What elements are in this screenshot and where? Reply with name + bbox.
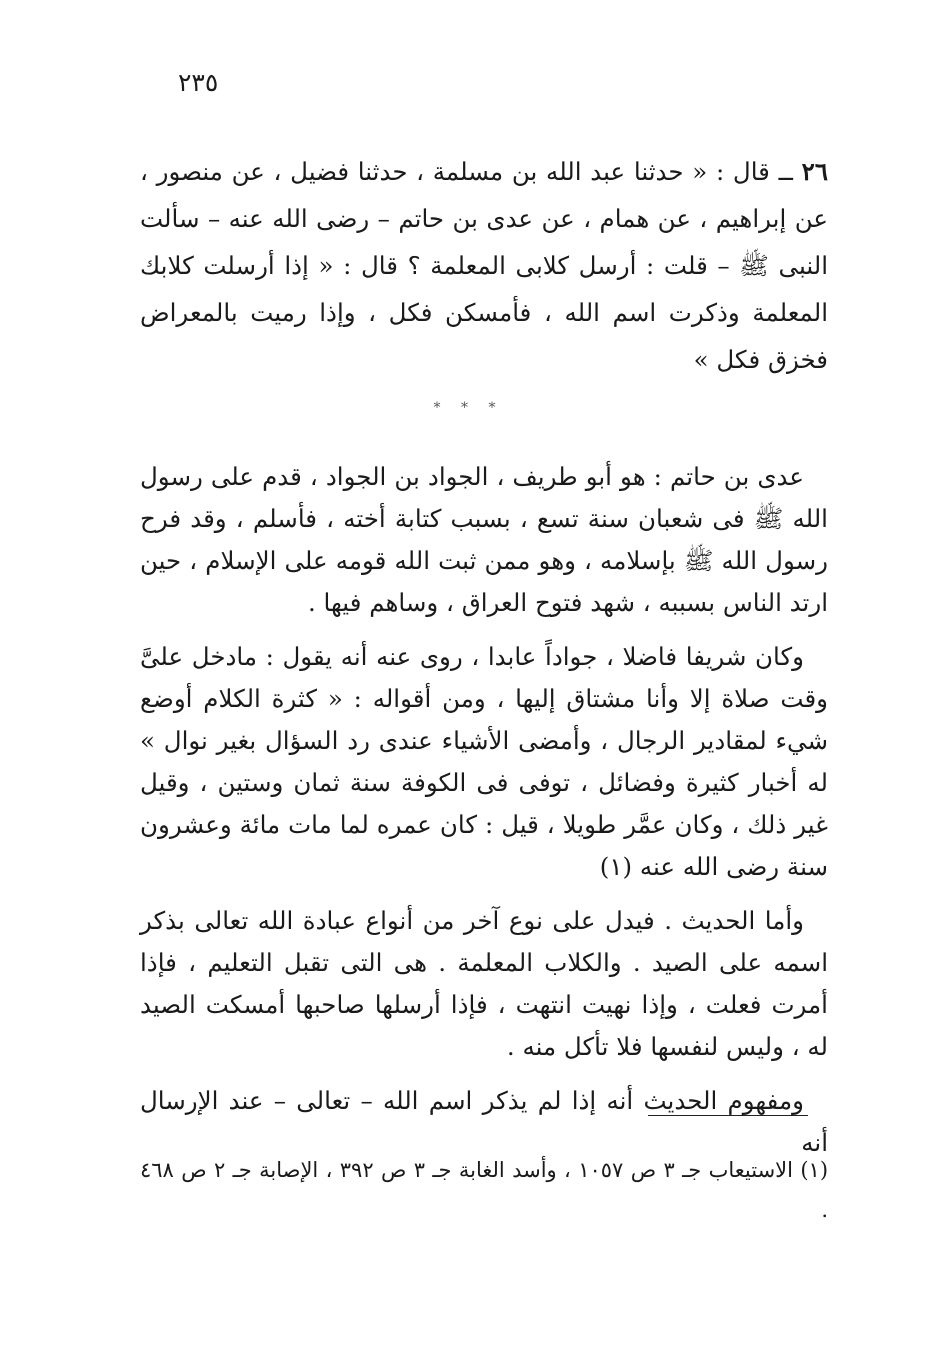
hadith-block xyxy=(140,148,828,383)
commentary-paragraph: وأما الحديث . فيدل على نوع آخر من أنواع عبادة الله تعالى بذكر اسمه على الصيد . والكلاب المعلمة . هى التى تقبل التعليم ، فإذا أمرت فعلت ، وإذا نهيت انتهت ، فإذا أرسلها صاحبها أمسكت الصيد له ، وليس لنفسها فلا تأكل منه . xyxy=(140,906,828,1061)
hadith-text: ــ قال : « حدثنا عبد الله بن مسلمة ، حدثنا فضيل ، عن منصور ، عن إبراهيم ، عن همام ، عن عدى بن حاتم – رضى الله عنه – سألت النبى ﷺ – قلت : أرسل كلابى المعلمة ؟ قال : « إذا أرسلت كلابك المعلمة وذكرت اسم الله ، فأمسكن فكل ، وإذا رميت بالمعراض فخزق فكل » xyxy=(140,157,828,374)
commentary-paragraph: وكان شريفا فاضلا ، جواداً عابدا ، روى عنه أنه يقول : مادخل علىَّ وقت صلاة إلا وأنا مشتاق إليها ، ومن أقواله : « كثرة الكلام أوضع شيء لمقادير الرجال ، وأمضى الأشياء عندى رد السؤال بغير نوال » له أخبار كثيرة وفضائل ، توفى فى الكوفة سنة ثمان وستين ، وقيل غير ذلك ، وكان عمَّر طويلا ، قيل : كان عمره لما مات مائة وعشرون سنة رضى الله عنه (١) xyxy=(140,642,828,881)
commentary-block xyxy=(140,456,828,1176)
section-separator: * * * xyxy=(433,400,504,416)
hadith-number: ٢٦ xyxy=(801,157,828,186)
commentary-paragraph: عدى بن حاتم : هو أبو طريف ، الجواد بن الجواد ، قدم على رسول الله ﷺ فى شعبان سنة تسع ، بسبب كتابة أخته ، فأسلم ، وقد فرح رسول الله ﷺ بإسلامه ، وهو ممن ثبت الله قومه على الإسلام ، حين ارتد الناس بسببه ، شهد فتوح العراق ، وساهم فيها . xyxy=(140,462,828,617)
commentary-paragraph: ومفهوم الحديث أنه إذا لم يذكر اسم الله – تعالى – عند الإرسال أنه xyxy=(140,1086,828,1157)
footnote-divider xyxy=(648,1115,808,1116)
footnote: (١) الاستيعاب جـ ٣ ص ١٠٥٧ ، وأسد الغابة جـ ٣ ص ٣٩٢ ، الإصابة جـ ٢ ص ٤٦٨ . xyxy=(140,1158,829,1222)
page-number: ٢٣٥ xyxy=(178,68,219,97)
